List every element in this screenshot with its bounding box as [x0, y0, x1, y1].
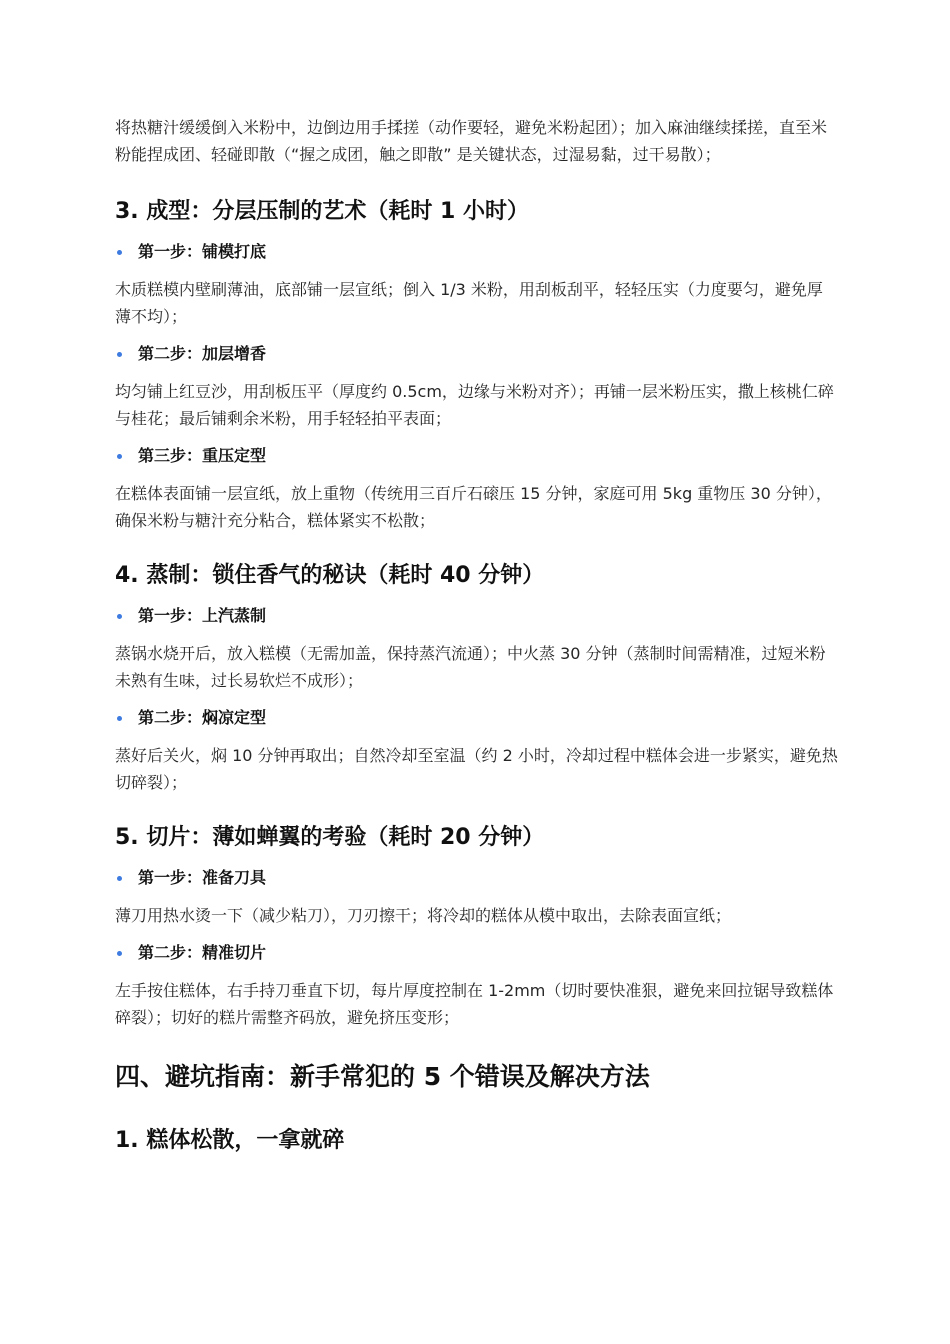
step-paragraph: 蒸锅水烧开后，放入糕模（无需加盖，保持蒸汽流通）；中火蒸 30 分钟（蒸制时间需精准，过短米粉未熟有生味，过长易软烂不成形）；: [115, 644, 826, 690]
bullet-dot-icon: [117, 614, 122, 619]
step-label: 第一步：铺模打底: [138, 242, 267, 261]
section-title-steaming: 4. 蒸制：锁住香气的秘诀（耗时 40 分钟）: [115, 563, 545, 588]
step-heading: [115, 342, 838, 366]
step-label: 第三步：重压定型: [138, 446, 267, 465]
chapter-title: 四、避坑指南：新手常犯的 5 个错误及解决方法: [115, 1062, 650, 1091]
bullet-dot-icon: [117, 352, 122, 357]
step-label: 第二步：精准切片: [138, 943, 267, 962]
step-paragraph: 木质糕模内壁刷薄油，底部铺一层宣纸；倒入 1/3 米粉，用刮板刮平，轻轻压实（力度要匀，避免厚薄不均）；: [115, 280, 823, 326]
section-title-shaping: 3. 成型：分层压制的艺术（耗时 1 小时）: [115, 199, 529, 224]
step-heading: [115, 941, 838, 965]
step-label: 第一步：上汽蒸制: [138, 606, 267, 625]
step-paragraph: 薄刀用热水烫一下（减少粘刀），刀刃擦干；将冷却的糕体从模中取出，去除表面宣纸；: [115, 906, 732, 925]
step-heading: [115, 706, 838, 730]
subsection-title: 1. 糕体松散，一拿就碎: [115, 1128, 345, 1153]
step-label: 第二步：焖凉定型: [138, 708, 267, 727]
bullet-dot-icon: [117, 876, 122, 881]
step-heading: [115, 866, 838, 890]
bullet-dot-icon: [117, 716, 122, 721]
step-heading: [115, 240, 838, 264]
intro-paragraph: 将热糖汁缓缓倒入米粉中，边倒边用手揉搓（动作要轻，避免米粉起团）；加入麻油继续揉搓，直至米粉能捏成团、轻碰即散（“握之成团，触之即散” 是关键状态，过湿易黏，过干易散）；: [115, 118, 828, 164]
step-heading: [115, 604, 838, 628]
step-label: 第一步：准备刀具: [138, 868, 267, 887]
step-heading: [115, 444, 838, 468]
section-title-slicing: 5. 切片：薄如蝉翼的考验（耗时 20 分钟）: [115, 825, 545, 850]
step-paragraph: 在糕体表面铺一层宣纸，放上重物（传统用三百斤石磙压 15 分钟，家庭可用 5kg 重物压 30 分钟），确保米粉与糖汁充分粘合，糕体紧实不松散；: [115, 484, 832, 530]
step-paragraph: 均匀铺上红豆沙，用刮板压平（厚度约 0.5cm，边缘与米粉对齐）；再铺一层米粉压实，撒上核桃仁碎与桂花；最后铺剩余米粉，用手轻轻拍平表面；: [115, 382, 834, 428]
bullet-dot-icon: [117, 454, 122, 459]
step-label: 第二步：加层增香: [138, 344, 267, 363]
step-paragraph: 左手按住糕体，右手持刀垂直下切，每片厚度控制在 1-2mm（切时要快准狠，避免来回拉锯导致糕体碎裂）；切好的糕片需整齐码放，避免挤压变形；: [115, 981, 834, 1027]
step-paragraph: 蒸好后关火，焖 10 分钟再取出；自然冷却至室温（约 2 小时，冷却过程中糕体会进一步紧实，避免热切碎裂）；: [115, 746, 838, 792]
bullet-dot-icon: [117, 250, 122, 255]
bullet-dot-icon: [117, 951, 122, 956]
